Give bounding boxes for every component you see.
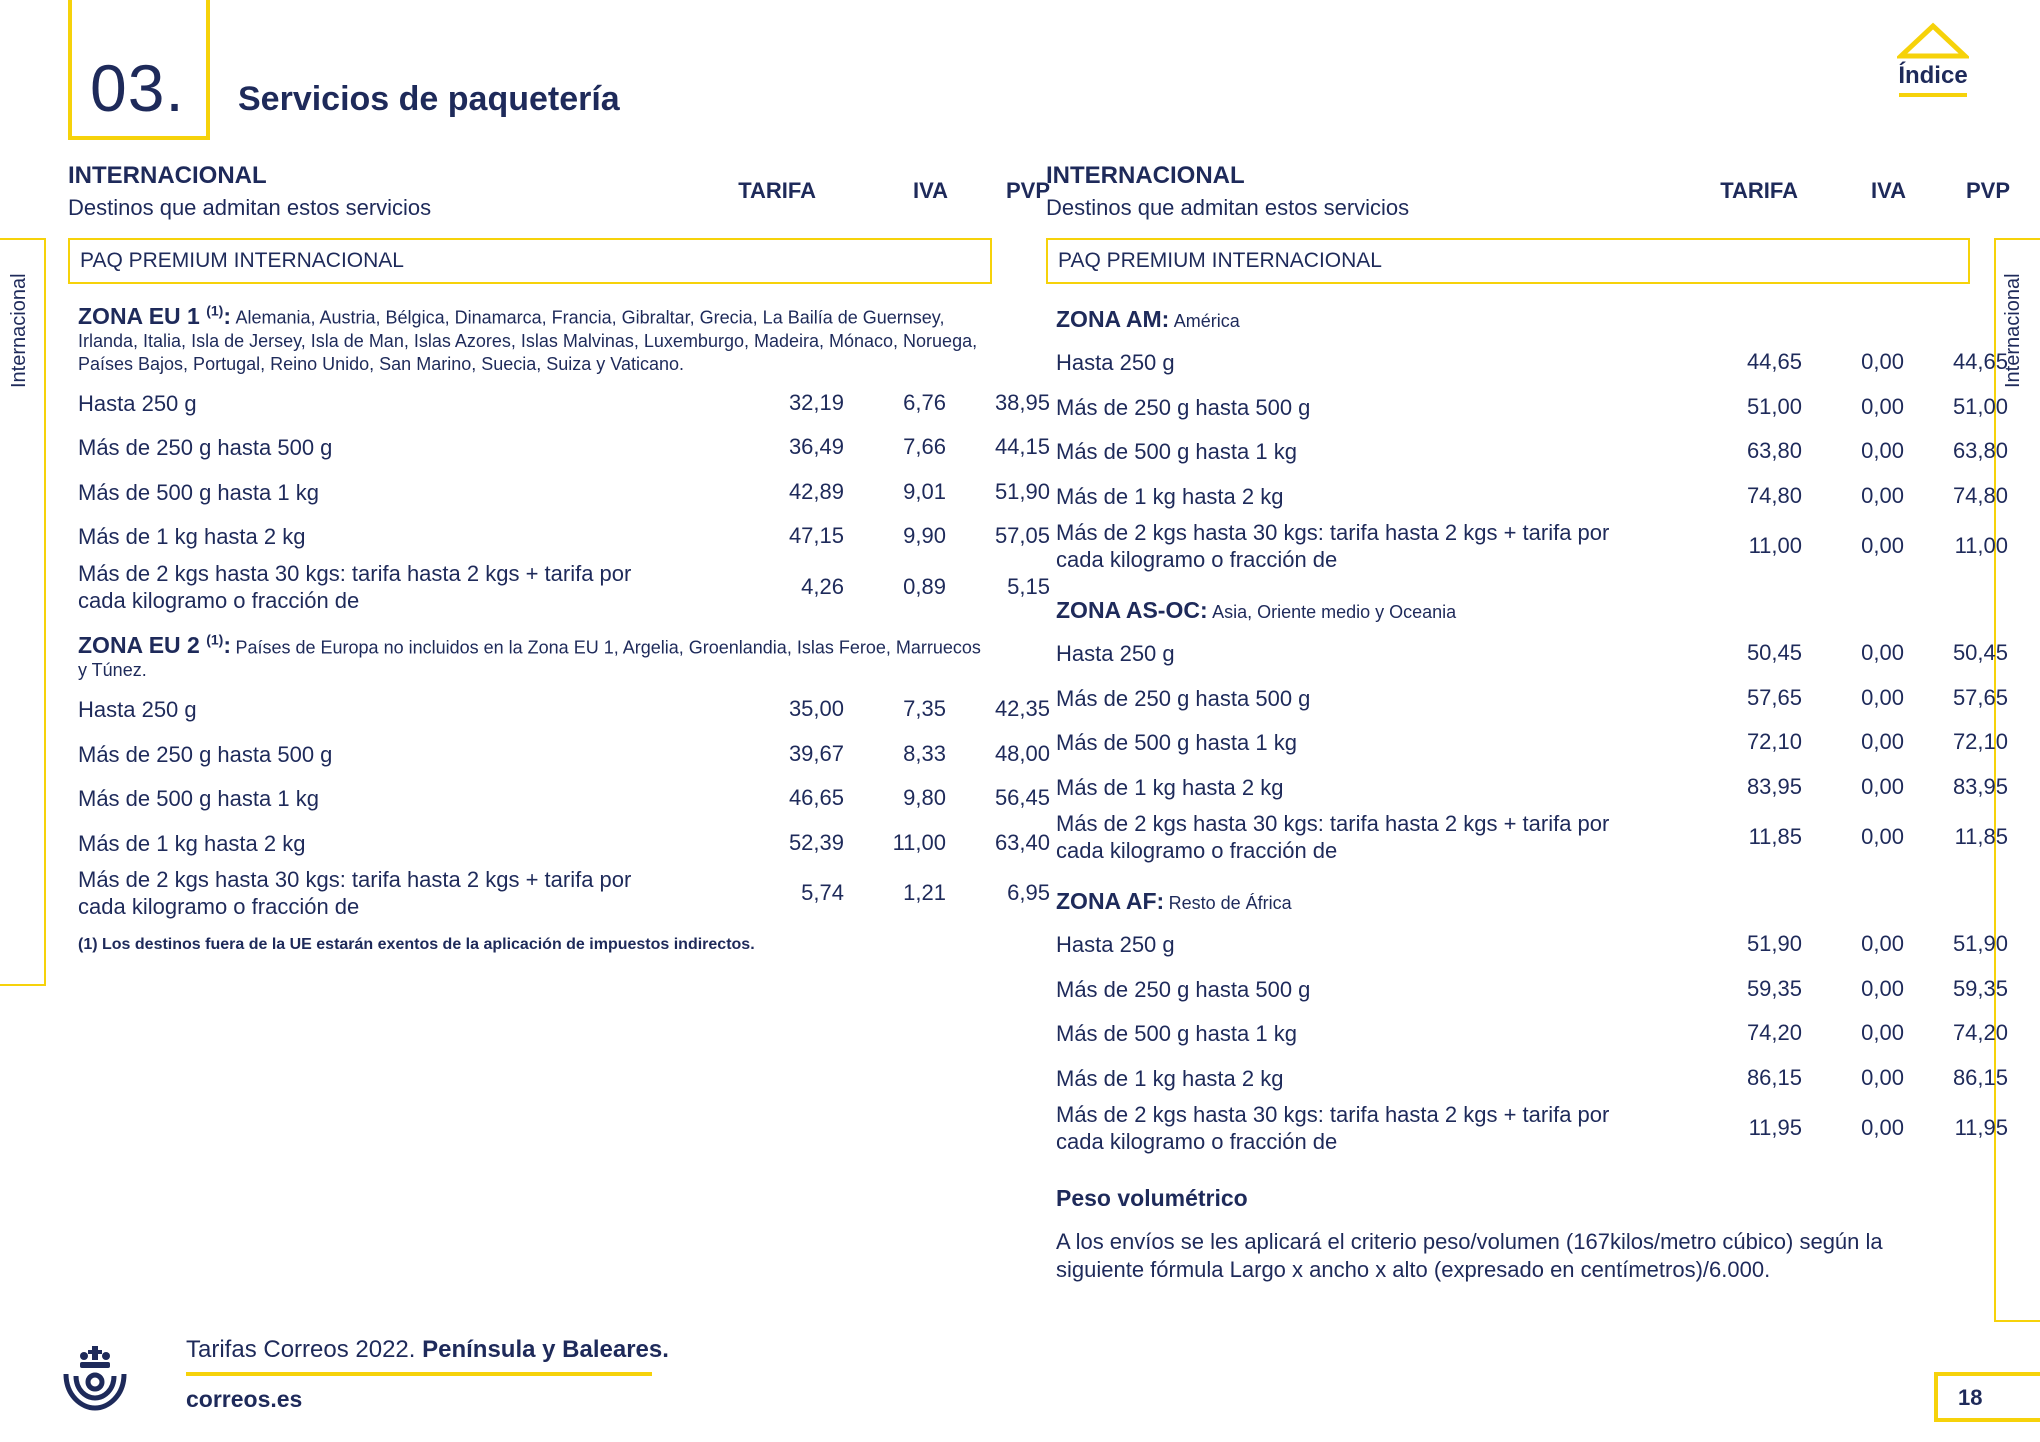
col-header-iva: IVA: [1870, 178, 1906, 203]
zone-title: ZONA AM:: [1056, 306, 1170, 332]
page-title: Servicios de paquetería: [238, 80, 620, 118]
zone-title: ZONA AF:: [1056, 888, 1165, 914]
zone-description: América: [1173, 311, 1240, 331]
table-row: Más de 2 kgs hasta 30 kgs: tarifa hasta 2 kgs + tarifa por cada kilogramo o fracción de 4,26 0,89 5,15: [78, 560, 1050, 613]
zone-description: Países de Europa no incluidos en la Zona EU 1, Argelia, Groenlandia, Islas Feroe, Marruecos y Túnez.: [78, 637, 981, 681]
table-row: Más de 2 kgs hasta 30 kgs: tarifa hasta 2 kgs + tarifa por cada kilogramo o fracción de 11,95 0,00 11,95: [1056, 1102, 2008, 1154]
table-row: Más de 250 g hasta 500 g 59,35 0,00 59,35: [1056, 975, 2008, 1002]
col-header-pvp: PVP: [1965, 178, 2010, 203]
zone-header: [68, 632, 992, 683]
page-number: 18: [1934, 1372, 2040, 1422]
table-row: Hasta 250 g 51,90 0,00 51,90: [1056, 931, 2008, 957]
footnote: (1) Los destinos fuera de la UE estarán exentos de la aplicación de impuestos indirectos.: [78, 936, 755, 954]
up-triangle-icon: [1897, 22, 1969, 60]
product-name-box: PAQ PREMIUM INTERNACIONAL: [68, 238, 992, 284]
table-row: Más de 500 g hasta 1 kg 74,20 0,00 74,20: [1056, 1020, 2008, 1046]
table-row: Más de 500 g hasta 1 kg 42,89 9,01 51,90: [78, 478, 1050, 505]
index-underline: [1899, 93, 1967, 97]
table-subheading: Destinos que admitan estos servicios: [1046, 195, 1410, 220]
table-row: Hasta 250 g 32,19 6,76 38,95: [78, 389, 1050, 416]
index-link[interactable]: [1896, 22, 1970, 106]
index-label: Índice: [1898, 62, 1968, 89]
table-row: Más de 250 g hasta 500 g 36,49 7,66 44,15: [78, 434, 1050, 461]
zone-title: ZONA EU 1 $^{(1)}$:: [78, 302, 232, 329]
table-heading: INTERNACIONAL: [1046, 162, 1245, 189]
table-row: Más de 250 g hasta 500 g 39,67 8,33 48,00: [78, 740, 1050, 767]
table-heading: INTERNACIONAL: [68, 162, 267, 189]
zone-rows: [1046, 923, 2008, 1157]
footer-title: Tarifas Correos 2022. Península y Baleares.: [186, 1336, 669, 1363]
zone-description: Resto de África: [1168, 893, 1292, 913]
table-row: Hasta 250 g 35,00 7,35 42,35: [78, 696, 1050, 723]
zone-description: Alemania, Austria, Bélgica, Dinamarca, Francia, Gibraltar, Grecia, La Bailía de Guernsey, Irlanda, Italia, Isla de Jersey, Isla de Man, Islas Azores, Islas Malvinas, Luxemburgo, Madeira, Mónaco, Noruega, Países Bajos, Portugal, Reino Unido, San Marino, Suecia, Suiza y Vaticano.: [78, 307, 978, 374]
zone-rows: [68, 382, 1050, 616]
zone-rows: [68, 688, 1050, 922]
right-tariff-table: [1046, 160, 2010, 1284]
table-row: Más de 1 kg hasta 2 kg 47,15 9,90 57,05: [78, 523, 1050, 550]
zone-header: [1046, 306, 1970, 333]
table-subheading: Destinos que admitan estos servicios: [68, 195, 432, 220]
product-name-box: PAQ PREMIUM INTERNACIONAL: [1046, 238, 1970, 284]
volumetric-weight-text: A los envíos se les aplicará el criterio peso/volumen (167kilos/metro cúbico) según la siguiente fórmula Largo x ancho x alto (expresado en centímetros)/6.000.: [1056, 1229, 1883, 1282]
table-row: Hasta 250 g 44,65 0,00 44,65: [1056, 349, 2008, 375]
side-label-right: Internacional: [2002, 273, 2024, 388]
zone-header: [1046, 597, 1970, 624]
zone-rows: [1046, 341, 2008, 575]
col-header-iva: IVA: [912, 178, 948, 203]
col-header-tarifa: TARIFA: [738, 178, 816, 203]
table-row: Más de 250 g hasta 500 g 57,65 0,00 57,65: [1056, 684, 2008, 711]
col-header-tarifa: TARIFA: [1720, 178, 1798, 203]
table-header: [68, 160, 1050, 238]
table-row: Más de 2 kgs hasta 30 kgs: tarifa hasta 2 kgs + tarifa por cada kilogramo o fracción de 11,00 0,00 11,00: [1056, 520, 2008, 572]
zone-header: [1046, 888, 1970, 915]
table-row: Más de 1 kg hasta 2 kg 52,39 11,00 63,40: [78, 829, 1050, 856]
zone-header: [68, 302, 992, 376]
table-row: Más de 250 g hasta 500 g 51,00 0,00 51,00: [1056, 393, 2008, 420]
table-row: Más de 500 g hasta 1 kg 63,80 0,00 63,80: [1056, 438, 2008, 464]
zone-rows: [1046, 632, 2008, 866]
table-row: Más de 2 kgs hasta 30 kgs: tarifa hasta 2 kgs + tarifa por cada kilogramo o fracción de 5,74 1,21 6,95: [78, 867, 1050, 920]
footer-website-link[interactable]: correos.es: [186, 1386, 303, 1412]
table-row: Más de 500 g hasta 1 kg 72,10 0,00 72,10: [1056, 729, 2008, 755]
footer-underline: [186, 1372, 652, 1376]
zone-title: ZONA EU 2 $^{(1)}$:: [78, 631, 232, 659]
table-header: [1046, 160, 2010, 238]
table-row: Más de 1 kg hasta 2 kg 83,95 0,00 83,95: [1056, 773, 2008, 800]
side-label-left: Internacional: [8, 273, 30, 388]
zone-title: ZONA AS-OC:: [1056, 597, 1208, 623]
table-row: Más de 1 kg hasta 2 kg 86,15 0,00 86,15: [1056, 1064, 2008, 1091]
zone-description: Asia, Oriente medio y Oceania: [1212, 602, 1457, 622]
section-number: 03.: [90, 51, 185, 125]
table-row: Más de 500 g hasta 1 kg 46,65 9,80 56,45: [78, 785, 1050, 812]
left-tariff-table: [68, 160, 1050, 954]
col-header-pvp: PVP: [1005, 178, 1050, 203]
volumetric-weight-title: Peso volumétrico: [1056, 1185, 1248, 1211]
table-row: Más de 2 kgs hasta 30 kgs: tarifa hasta 2 kgs + tarifa por cada kilogramo o fracción de 11,85 0,00 11,85: [1056, 811, 2008, 863]
correos-logo-icon: [58, 1340, 132, 1414]
table-row: Hasta 250 g 50,45 0,00 50,45: [1056, 640, 2008, 666]
table-row: Más de 1 kg hasta 2 kg 74,80 0,00 74,80: [1056, 482, 2008, 509]
